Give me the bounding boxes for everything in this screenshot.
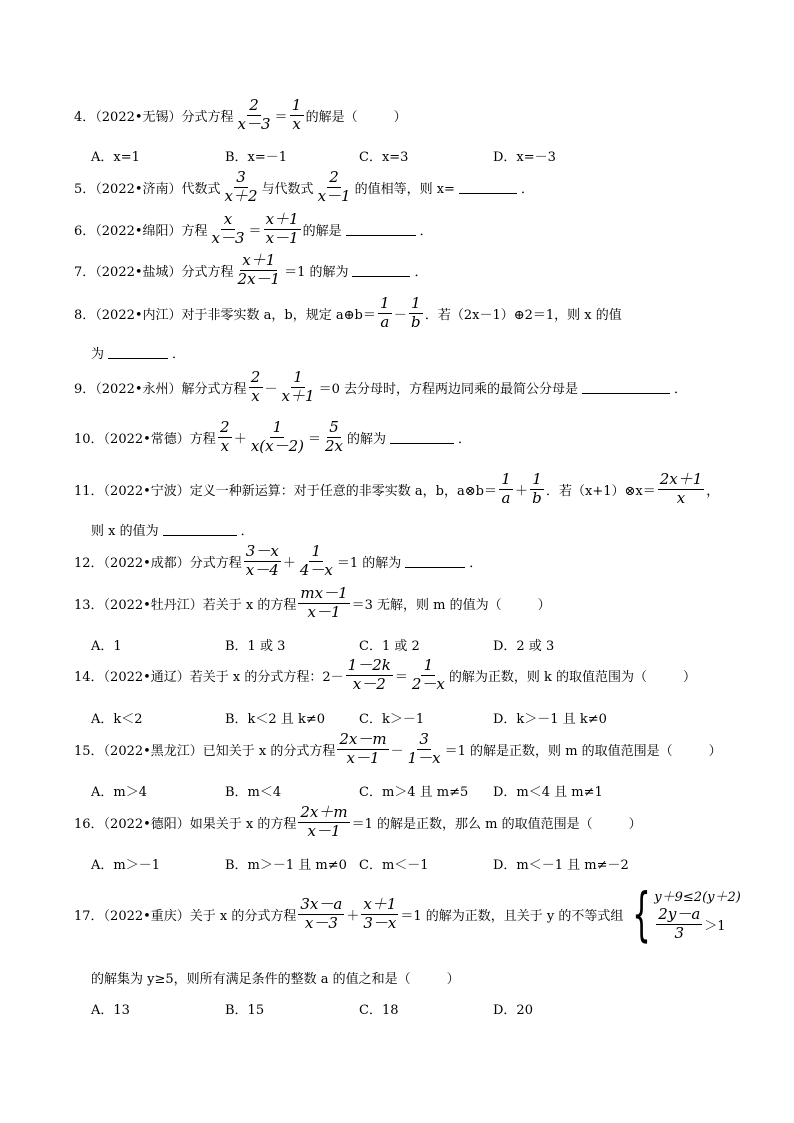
option-a: A．13 [91,1003,130,1018]
option-c: C．m＜－1 [359,858,429,873]
question-15: 15．（2022•黑龙江）已知关于 x 的分式方程 $\frac{2x-m}{x-1}$ － $\frac{3}{1-x}$ ＝1 的解是正数，则 m 的取值范围是（ ） [74,730,722,767]
question-17: 17．（2022•重庆）关于 x 的分式方程 $\frac{3x-a}{x-3}$ ＋ $\frac{x+1}{3-x}$ ＝1 的解为正数，且关于 y 的不等式组 { y＋9≤2(y＋2) $\frac{2y-a}{3}$ ＞1 [74,880,741,948]
fraction: $\frac{5}{2x}$ [325,418,344,455]
option-b: B．m＞－1 且 m≠0 [225,858,347,873]
option-a: A．k＜2 [91,712,143,727]
question-13-options [91,635,627,654]
option-c: C．m＞4 且 m≠5 [359,785,469,800]
question-8-line2: 为 ． [91,347,186,362]
fraction: $\frac{2x-m}{x-1}$ [339,730,387,767]
option-d: D．m＜4 且 m≠1 [493,785,603,800]
fraction: $\frac{1}{x}$ [290,98,304,133]
option-a: A．m＞4 [91,785,147,800]
fraction: $\frac{x+1}{3-x}$ [363,894,397,932]
answer-blank [459,181,517,194]
question-4: 4．（2022•无锡）分式方程 $\frac{2}{x-3}$ ＝ $\frac{1}{x}$ 的解是（ ） [74,96,407,133]
option-a: A．x=1 [91,150,140,165]
fraction: $\frac{2}{x}$ [249,370,263,405]
fraction: $\frac{1}{2-x}$ [411,656,445,693]
question-14: 14．（2022•通辽）若关于 x 的分式方程：2－ $\frac{1-2k}{x-2}$ ＝ $\frac{1}{2-x}$ 的解为正数，则 k 的取值范围为（ ） [74,656,697,693]
fraction: $\frac{2x+1}{x}$ [659,470,703,507]
answer-blank [163,523,237,536]
answer-blank [352,264,410,277]
question-14-options [91,708,627,727]
answer-blank [390,431,454,444]
fraction: $\frac{3x-a}{x-3}$ [300,894,343,932]
answer-blank [346,223,416,236]
question-4-options [91,146,627,165]
question-8: 8．（2022•内江）对于非零实数 a，b，规定 a⊕b＝ $\frac{1}{a}$ － $\frac{1}{b}$ ．若（2x－1）⊕2＝1，则 x 的值 [74,294,622,331]
fraction: $\frac{3-x}{x-4}$ [245,542,279,579]
option-a: A．1 [91,639,122,654]
option-c: C．1 或 2 [359,639,420,654]
fraction: $\frac{2}{x}$ [218,420,232,455]
fraction: $\frac{2y-a}{3}$ [658,905,701,942]
inequality-system: { y＋9≤2(y＋2) $\frac{2y-a}{3}$ ＞1 [632,880,741,948]
question-12: 12．（2022•成都）分式方程 $\frac{3-x}{x-4}$ ＋ $\frac{1}{4-x}$ ＝1 的解为 ． [74,542,483,579]
option-d: D．20 [493,1003,533,1018]
question-9: 9．（2022•永州）解分式方程 $\frac{2}{x}$ － $\frac{1}{x+1}$ ＝0 去分母时，方程两边同乘的最简公分母是 ． [74,368,687,405]
question-17-line2: 的解集为 y≥5，则所有满足条件的整数 a 的值之和是（ ） [91,972,460,987]
option-d: D．2 或 3 [493,639,555,654]
option-c: C．x=3 [359,150,409,165]
option-a: A．m＞－1 [91,858,160,873]
question-17-options [91,999,627,1018]
fraction: $\frac{1}{b}$ [530,472,544,507]
option-b: B．x=－1 [225,150,288,165]
fraction: $\frac{1}{x+1}$ [281,368,315,405]
option-b: B．1 或 3 [225,639,286,654]
fraction: $\frac{1}{4-x}$ [299,542,333,579]
fraction: $\frac{1}{b}$ [409,296,423,331]
fraction: $\frac{1}{a}$ [499,472,513,507]
fraction: $\frac{x+1}{x-1}$ [265,210,299,247]
question-5: 5．（2022•济南）代数式 $\frac{3}{x+2}$ 与代数式 $\frac{2}{x-1}$ 的值相等，则 x= ． [74,168,534,205]
option-d: D．x=－3 [493,150,556,165]
question-6: 6．（2022•绵阳）方程 $\frac{x}{x-3}$ ＝ $\frac{x+1}{x-1}$ 的解是 ． [74,210,433,247]
question-16: 16．（2022•德阳）如果关于 x 的方程 $\frac{2x+m}{x-1}$ ＝1 的解是正数，那么 m 的取值范围是（ ） [74,803,642,840]
fraction: $\frac{2}{x-1}$ [317,168,351,205]
option-d: D．k＞－1 且 k≠0 [493,712,607,727]
fraction: $\frac{3}{x+2}$ [224,168,258,205]
fraction: $\frac{mx-1}{x-1}$ [300,584,348,621]
option-b: B．15 [225,1003,265,1018]
question-15-options [91,781,627,800]
fraction: $\frac{x}{x-3}$ [211,210,245,247]
option-b: B．k＜2 且 k≠0 [225,712,326,727]
option-d: D．m＜－1 且 m≠－2 [493,858,629,873]
question-7: 7．（2022•盐城）分式方程 $\frac{x+1}{2x-1}$ ＝1 的解为 ． [74,251,428,288]
question-13: 13．（2022•牡丹江）若关于 x 的方程 $\frac{mx-1}{x-1}$ ＝3 无解，则 m 的值为（ ） [74,584,551,621]
option-c: C．18 [359,1003,399,1018]
fraction: $\frac{1}{x(x-2)}$ [250,418,304,455]
question-11-line2: 则 x 的值为 ． [91,524,254,539]
question-10: 10．（2022•常德）方程 $\frac{2}{x}$ ＋ $\frac{1}{x(x-2)}$ ＝ $\frac{5}{2x}$ 的解为 ． [74,418,472,455]
answer-blank [108,346,168,359]
fraction: $\frac{1-2k}{x-2}$ [347,656,391,693]
question-16-options [91,854,627,873]
question-11: 11．（2022•宁波）定义一种新运算：对于任意的非零实数 a，b，a⊗b＝ $\frac{1}{a}$ ＋ $\frac{1}{b}$ ．若（x+1）⊗x＝ $\frac{2x+1}{x}$ ， [74,470,720,507]
fraction: $\frac{2}{x-3}$ [237,96,271,133]
answer-blank [582,381,670,394]
fraction: $\frac{x+1}{2x-1}$ [237,251,281,288]
answer-blank [405,555,465,568]
fraction: $\frac{1}{a}$ [378,296,392,331]
fraction: $\frac{3}{1-x}$ [407,730,441,767]
option-c: C．k＞－1 [359,712,425,727]
fraction: $\frac{2x+m}{x-1}$ [300,803,348,840]
option-b: B．m＜4 [225,785,282,800]
